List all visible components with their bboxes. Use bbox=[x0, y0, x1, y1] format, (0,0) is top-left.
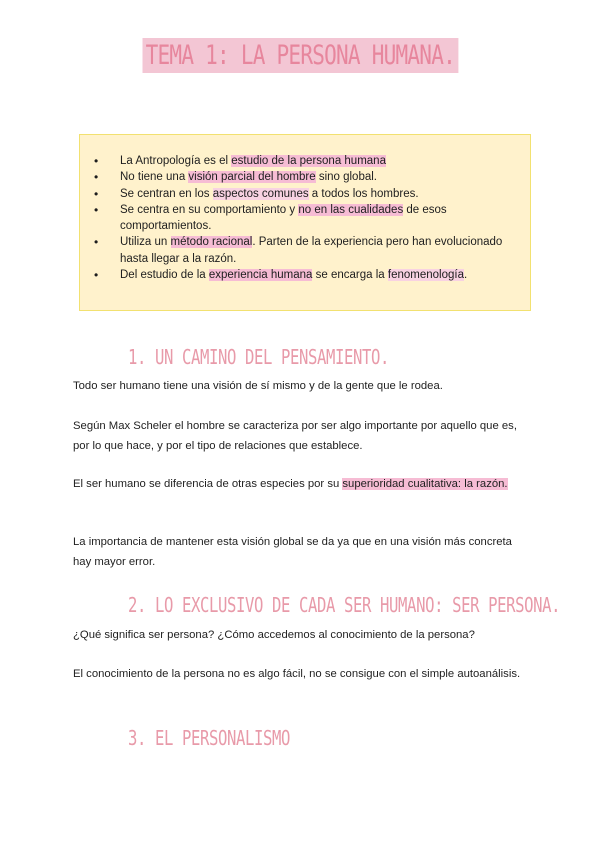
paragraph: Según Max Scheler el hombre se caracteriza por ser algo importante por aquello que es, por lo que hace, y por el tipo de relaciones que establece. bbox=[73, 420, 517, 452]
paragraph: Todo ser humano tiene una visión de sí mismo y de la gente que le rodea. bbox=[73, 380, 443, 392]
highlight: visión parcial del hombre bbox=[188, 171, 316, 184]
highlight: superioridad cualitativa: la razón. bbox=[342, 478, 508, 490]
summary-item: • La Antropología es el estudio de la persona humana bbox=[120, 153, 530, 169]
highlight: fenomenología bbox=[387, 269, 464, 282]
highlight: experiencia humana bbox=[208, 269, 313, 282]
summary-list bbox=[80, 135, 530, 283]
paragraph: La importancia de mantener esta visión global se da ya que en una visión más concreta hay mayor error. bbox=[73, 536, 512, 568]
highlight: estudio de la persona humana bbox=[231, 155, 386, 167]
section-heading-2: 2. LO EXCLUSIVO DE CADA SER HUMANO: SER PERSONA. bbox=[128, 593, 561, 617]
summary-item: • Utiliza un método racional. Parten de la experiencia pero han evolucionado hasta llegar a la razón. bbox=[120, 234, 530, 267]
paragraph: ¿Qué significa ser persona? ¿Cómo accedemos al conocimiento de la persona? bbox=[73, 629, 475, 641]
section-heading-1: 1. UN CAMINO DEL PENSAMIENTO. bbox=[128, 345, 390, 369]
title-wrap bbox=[0, 38, 600, 73]
paragraph: El conocimiento de la persona no es algo fácil, no se consigue con el simple autoanálisis. bbox=[73, 668, 521, 680]
summary-item: • Se centra en su comportamiento y no en las cualidades de esos comportamientos. bbox=[120, 202, 530, 235]
paragraph: El ser humano se diferencia de otras especies por su superioridad cualitativa: la razón. bbox=[73, 478, 508, 490]
highlight: aspectos comunes bbox=[212, 187, 309, 200]
section-heading-3: 3. EL PERSONALISMO bbox=[128, 726, 291, 750]
summary-item: • No tiene una visión parcial del hombre sino global. bbox=[120, 169, 530, 185]
summary-box bbox=[79, 134, 531, 311]
highlight: método racional bbox=[170, 236, 253, 249]
highlight: no en las cualidades bbox=[298, 203, 404, 216]
summary-item: • Del estudio de la experiencia humana se encarga la fenomenología. bbox=[120, 267, 530, 283]
summary-item: • Se centran en los aspectos comunes a todos los hombres. bbox=[120, 186, 530, 202]
page-title: TEMA 1: LA PERSONA HUMANA. bbox=[142, 38, 458, 73]
